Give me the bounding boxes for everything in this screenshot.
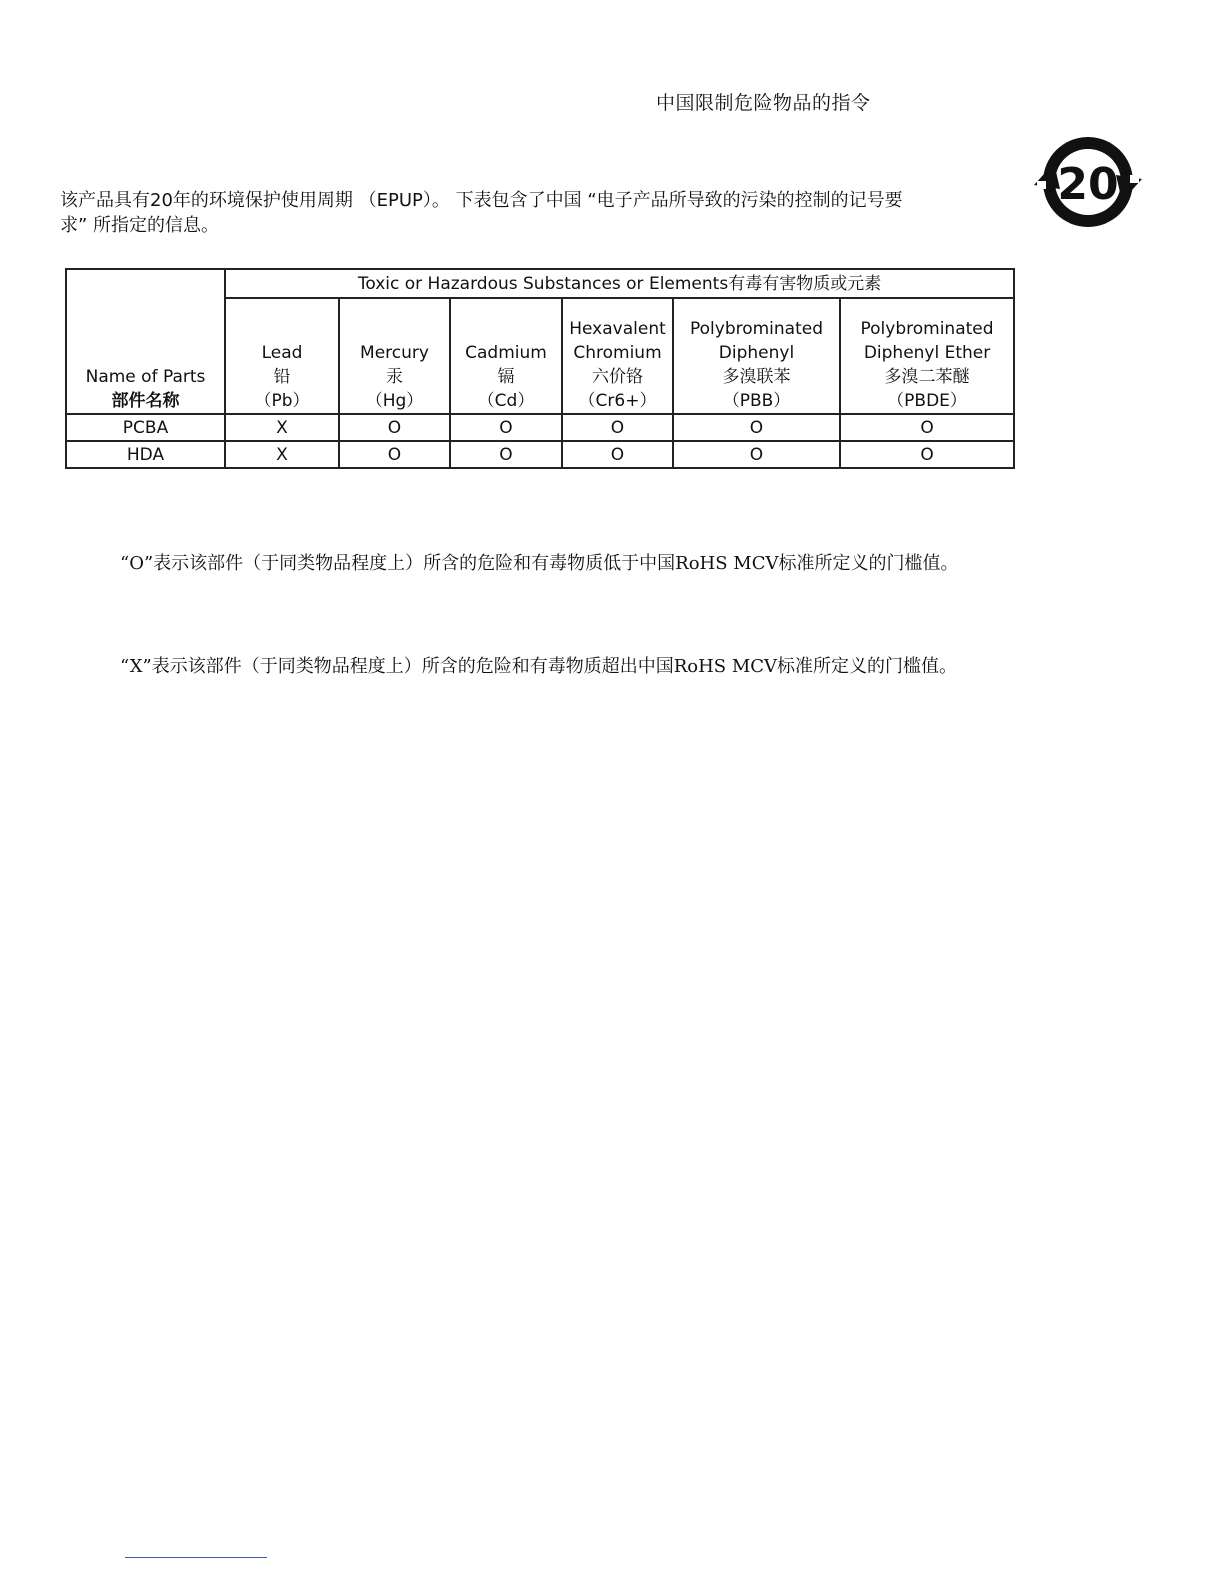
substance-name-en: Chromium — [573, 343, 662, 363]
substance-column-header — [840, 298, 1014, 414]
substance-value-cell: X — [225, 441, 339, 468]
substance-value-cell: O — [450, 441, 562, 468]
parts-header-zh: 部件名称 — [111, 391, 180, 411]
substance-column-header — [225, 298, 339, 414]
substance-name-en: Mercury — [360, 343, 429, 363]
substance-value-cell: O — [339, 441, 450, 468]
table-row — [66, 414, 1014, 441]
epup-years-label: 20 — [1057, 159, 1119, 210]
part-name-cell: HDA — [66, 441, 225, 468]
substance-value-cell: X — [225, 414, 339, 441]
substance-value-cell: O — [562, 414, 673, 441]
substance-column-header — [450, 298, 562, 414]
substance-value-cell: O — [562, 441, 673, 468]
substance-name-zh: 铅 — [273, 367, 291, 387]
substance-symbol: （PBDE） — [887, 391, 967, 411]
substance-name-zh: 六价铬 — [592, 367, 643, 387]
parts-header — [66, 269, 225, 414]
substance-name-zh: 汞 — [386, 367, 403, 387]
substance-symbol: （PBB） — [722, 391, 791, 411]
substance-name-zh: 多溴联苯 — [722, 367, 791, 387]
substance-value-cell: O — [339, 414, 450, 441]
page-title: 中国限制危险物品的指令 — [656, 92, 871, 114]
substance-value-cell: O — [840, 414, 1014, 441]
substance-value-cell: O — [450, 414, 562, 441]
part-name-cell: PCBA — [66, 414, 225, 441]
epup-20-year-logo-icon — [1034, 133, 1142, 231]
substance-column-header — [673, 298, 840, 414]
note-o-meaning: “O”表示该部件（于同类物品程度上）所含的危险和有毒物质低于中国RoHS MCV标准所定义的门槛值。 — [120, 553, 959, 574]
substance-name-en: Hexavalent — [569, 319, 666, 339]
substance-column-header — [339, 298, 450, 414]
substance-name-en: Cadmium — [465, 343, 547, 363]
substance-column-header — [562, 298, 673, 414]
substance-name-zh: 多溴二苯醚 — [884, 367, 970, 387]
substance-value-cell: O — [673, 441, 840, 468]
substance-name-en: Diphenyl Ether — [863, 343, 991, 363]
substance-symbol: （Cd） — [477, 391, 535, 411]
substance-symbol: （Hg） — [365, 391, 424, 411]
hazardous-substances-table — [65, 268, 1015, 469]
substance-name-zh: 镉 — [497, 367, 515, 387]
substance-value-cell: O — [673, 414, 840, 441]
note-x-meaning: “X”表示该部件（于同类物品程度上）所含的危险和有毒物质超出中国RoHS MCV标准所定义的门槛值。 — [120, 656, 958, 677]
footnote-separator — [125, 1557, 267, 1558]
substance-value-cell: O — [840, 441, 1014, 468]
substance-name-en: Polybrominated — [860, 319, 994, 339]
substance-name-en: Polybrominated — [689, 319, 824, 339]
substance-symbol: （Pb） — [254, 391, 310, 411]
table-row — [66, 441, 1014, 468]
substance-name-en: Diphenyl — [718, 343, 795, 363]
substance-symbol: （Cr6+） — [578, 391, 657, 411]
substance-name-en: Lead — [261, 343, 303, 363]
substances-group-header: Toxic or Hazardous Substances or Elements有毒有害物质或元素 — [225, 269, 1014, 298]
parts-header-en: Name of Parts — [85, 367, 206, 387]
intro-paragraph: 该产品具有20年的环境保护使用周期 （EPUP）。 下表包含了中国 “电子产品所导致的污染的控制的记号要求” 所指定的信息。 — [60, 190, 903, 236]
